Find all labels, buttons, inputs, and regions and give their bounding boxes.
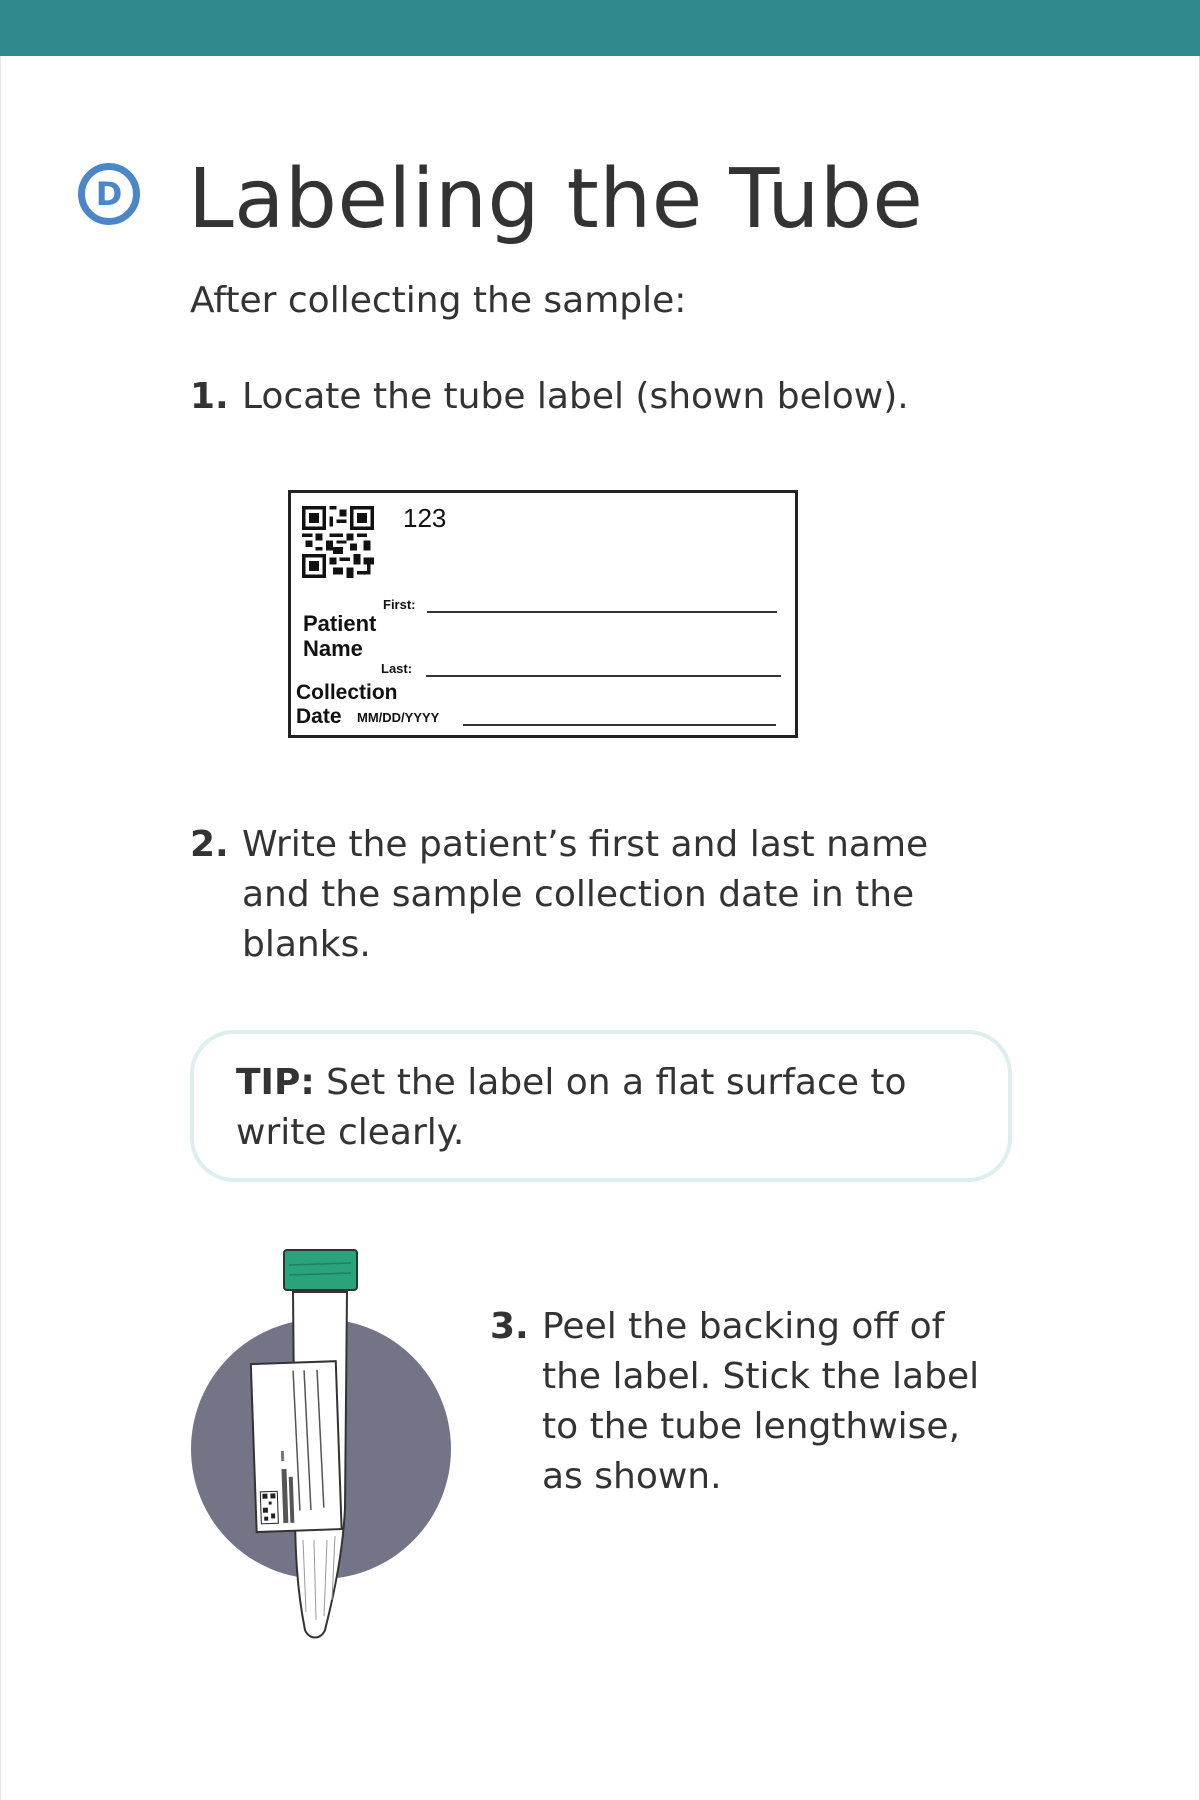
intro-text: After collecting the sample: xyxy=(190,280,687,321)
step-text: Peel the backing off of the label. Stick the label to the tube lengthwise, as shown. xyxy=(542,1306,980,1497)
step-1 xyxy=(190,372,970,422)
page-title: Labeling the Tube xyxy=(188,152,924,247)
first-name-label: First: xyxy=(383,597,416,612)
step-3 xyxy=(490,1302,1010,1502)
tip-callout xyxy=(190,1030,1012,1182)
date-format-hint: MM/DD/YYYY xyxy=(357,710,440,725)
section-letter: D xyxy=(95,175,123,213)
step-number: 1. xyxy=(190,376,229,417)
label-number: 123 xyxy=(403,503,447,533)
applied-label-icon xyxy=(251,1361,342,1532)
tube-cap-icon xyxy=(284,1250,357,1290)
step-text: Locate the tube label (shown below). xyxy=(242,376,909,417)
last-name-label: Last: xyxy=(381,661,413,676)
qr-code-icon xyxy=(302,506,374,578)
last-name-blank xyxy=(426,675,781,677)
tip-label: TIP: xyxy=(236,1062,315,1103)
tube-label-example xyxy=(288,490,798,738)
section-letter-badge xyxy=(78,163,140,225)
step-text: Write the patient’s first and last name and the sample collection date in the blanks. xyxy=(242,824,929,965)
step-2 xyxy=(190,820,1000,970)
top-color-bar xyxy=(0,0,1200,56)
page-left-border xyxy=(0,56,1,1800)
patient-name-label: Patient Name xyxy=(303,611,377,661)
collection-date-label: Collection Date xyxy=(296,681,398,728)
step-number: 3. xyxy=(490,1306,529,1347)
collection-date-blank xyxy=(463,724,776,726)
first-name-blank xyxy=(427,611,777,613)
tip-text: Set the label on a flat surface to write clearly. xyxy=(236,1062,907,1153)
step-number: 2. xyxy=(190,824,229,865)
labeled-tube-illustration xyxy=(185,1240,465,1650)
